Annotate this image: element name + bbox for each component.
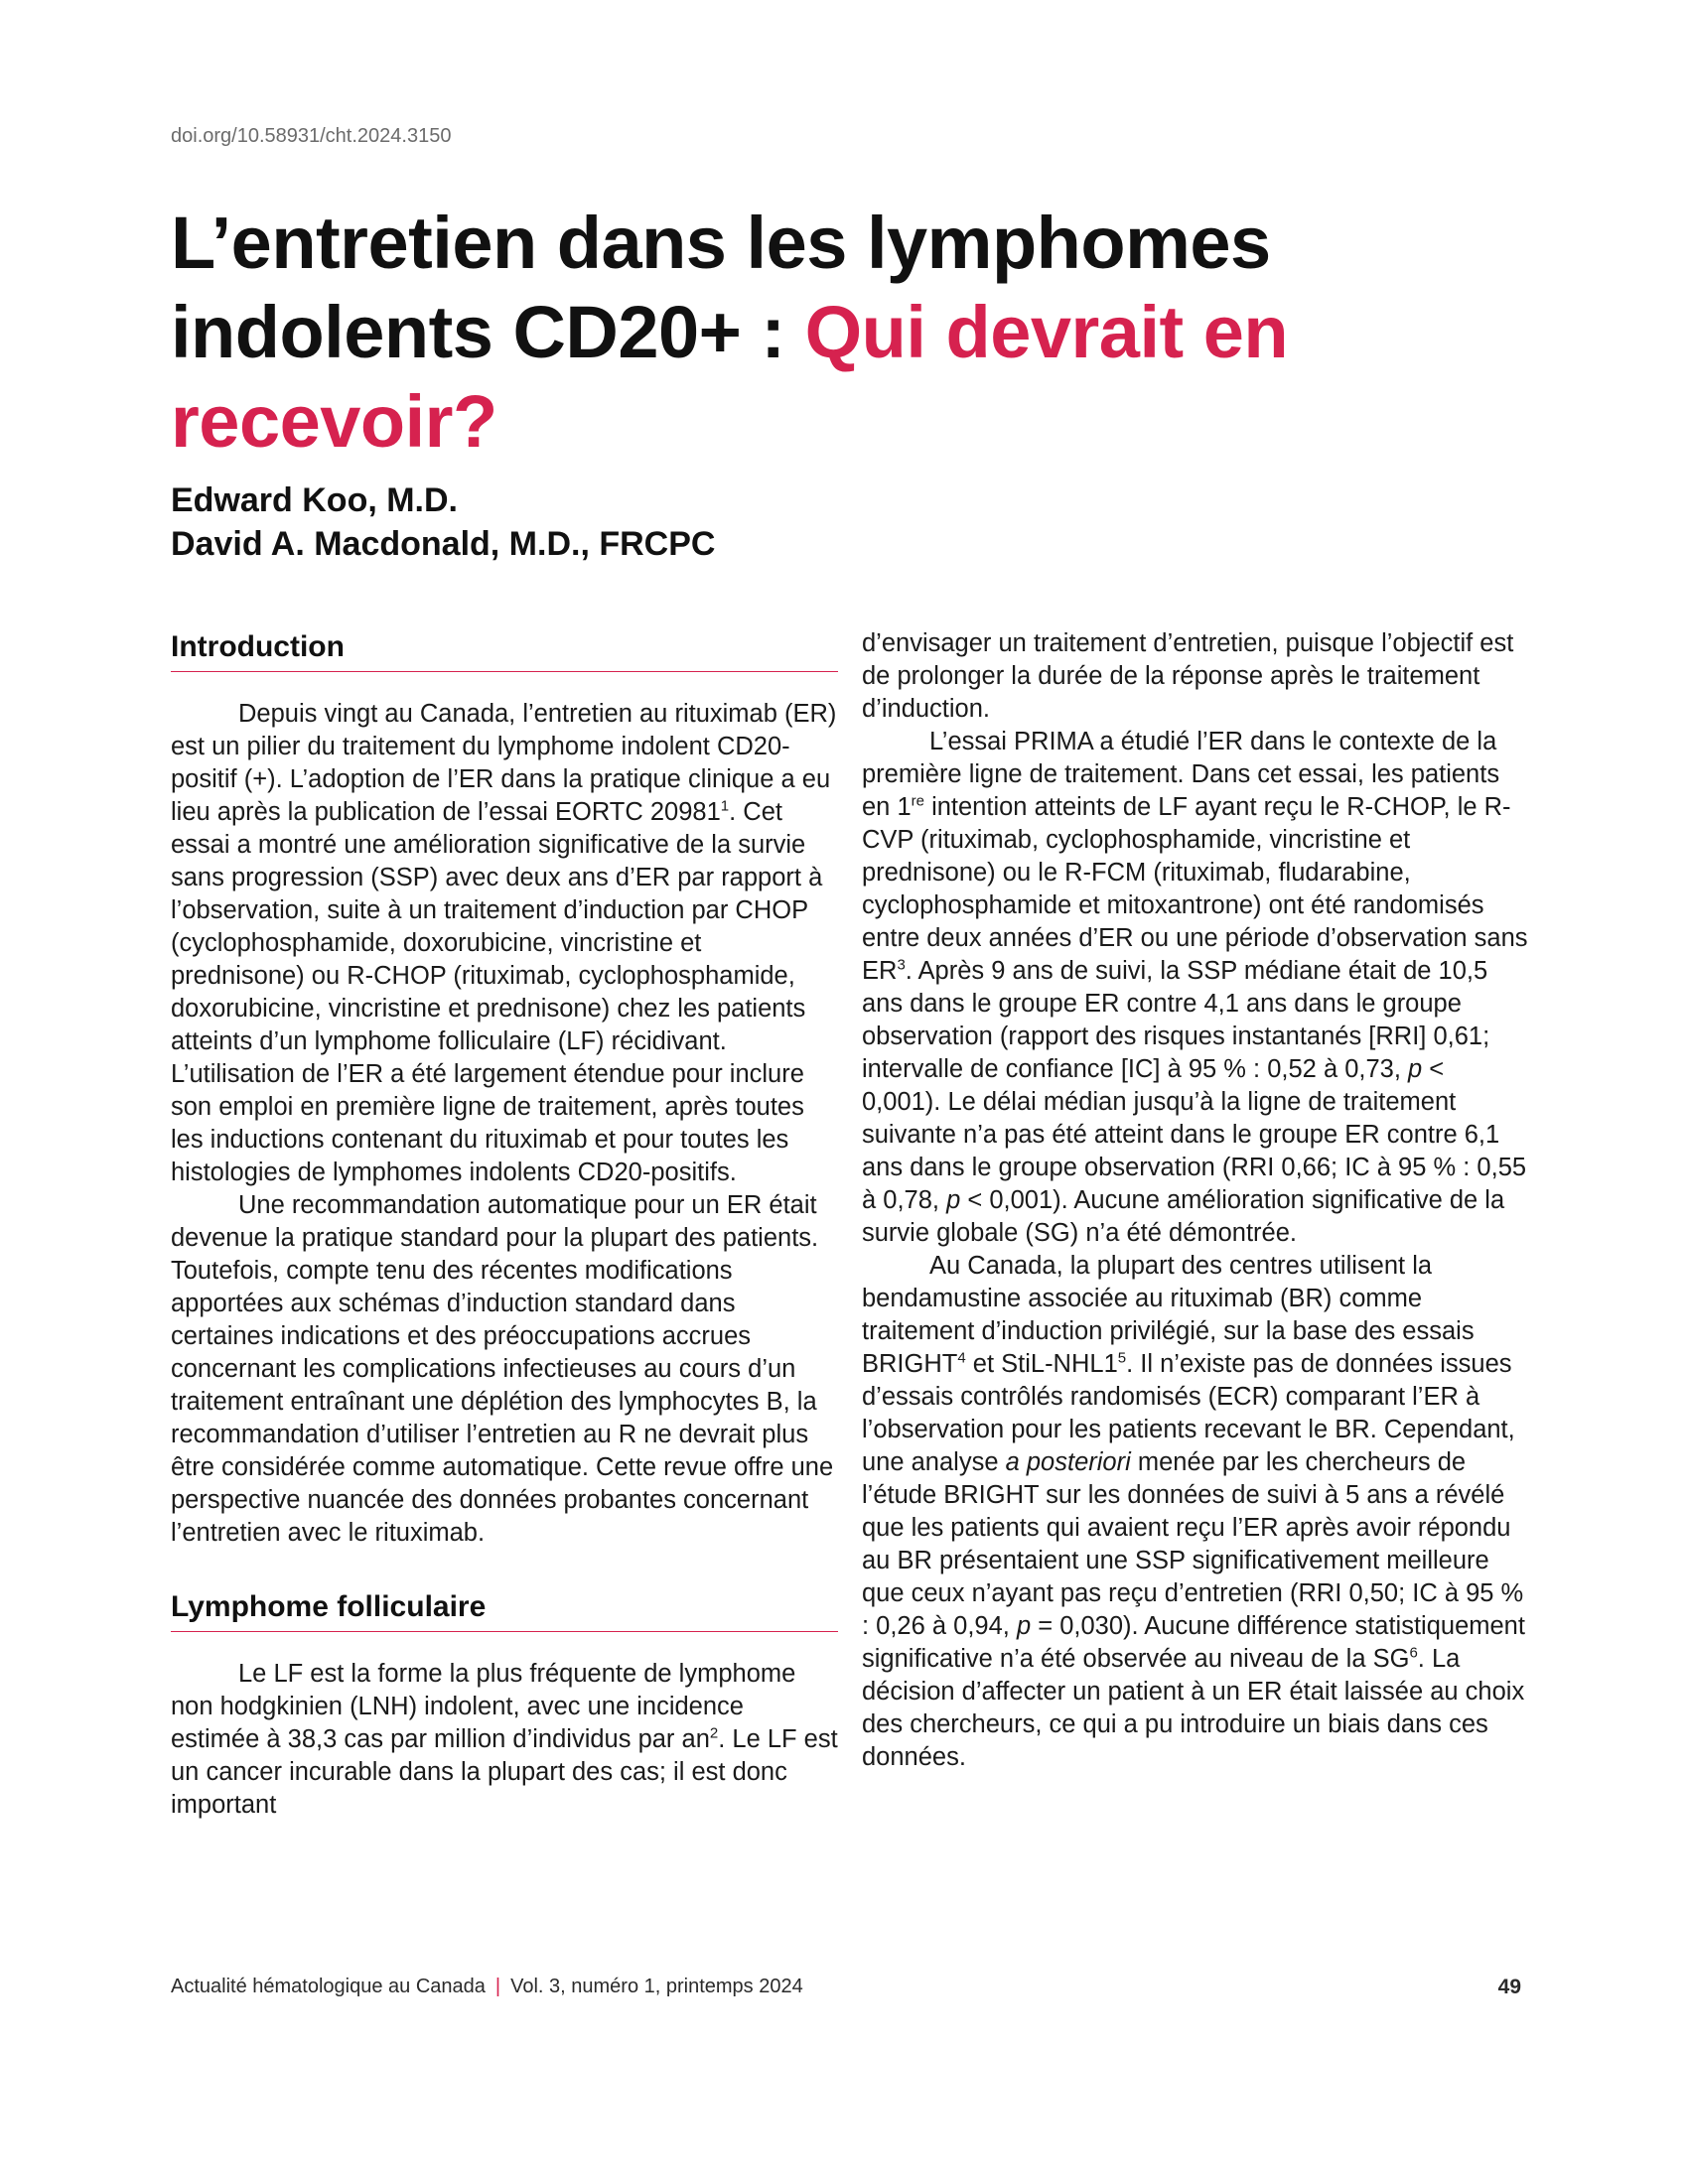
article-title <box>171 199 1481 467</box>
footer-separator: | <box>494 1976 501 1997</box>
issue-info: Vol. 3, numéro 1, printemps 2024 <box>510 1976 803 1997</box>
reference-6: 6 <box>1409 1644 1418 1662</box>
text-run: L’essai PRIMA a étudié l’ER dans le contexte de la première ligne de traitement. Dans cet essai, les patients en 1 <box>862 728 1500 821</box>
bright-paragraph <box>862 1250 1529 1774</box>
text-run: = 0,030). Aucune différence statistiquement significative n’a été observée au niveau de la SG <box>862 1612 1525 1673</box>
reference-4: 4 <box>957 1349 966 1367</box>
text-run: Au Canada, la plupart des centres utilisent la bendamustine associée au rituximab (BR) comme traitement d’induction privilégié, sur la base des essais BRIGHT <box>862 1252 1475 1378</box>
intro-paragraph-1 <box>171 698 838 1189</box>
section-heading-introduction: Introduction <box>171 627 838 672</box>
lf-paragraph-1 <box>171 1658 838 1822</box>
reference-5: 5 <box>1117 1349 1127 1367</box>
superscript-re: re <box>911 792 924 810</box>
prima-paragraph <box>862 726 1529 1250</box>
text-run: menée par les chercheurs de l’étude BRIGHT sur les données de suivi à 5 ans a révélé que les patients qui avaient reçu l’ER après avoir répondu au BR présentaient une SSP significativement meilleure que ceux n’ayant pas reçu d’entretien (RRI 0,50; IC à 95 % : 0,26 à 0,94, <box>862 1448 1524 1640</box>
text-run: . Cet essai a montré une amélioration significative de la survie sans progression (SSP) avec deux ans d’ER par rapport à l’observation, suite à un traitement d’induction par CHOP (cyclophosphamide, doxorubicine, vincristine et prednisone) ou R-CHOP (rituximab, cyclophosphamide, doxorubicine, vincristine et prednisone) chez les patients atteints d’un lymphome folliculaire (LF) récidivant. L’utilisation de l’ER a été largement étendue pour inclure son emploi en première ligne de traitement, après toutes les inductions contenant du rituximab et pour toutes les histologies de lymphomes indolents CD20-positifs. <box>171 798 823 1186</box>
text-run: . Il n’existe pas de données issues d’essais contrôlés randomisés (ECR) comparant l’ER à l’observation pour les patients recevant le BR. Cependant, une analyse <box>862 1350 1515 1476</box>
text-run: Depuis vingt au Canada, l’entretien au rituximab (ER) est un pilier du traitement du lymphome indolent CD20-positif (+). L’adoption de l’ER dans la pratique clinique a eu lieu après la publication de l’essai EORTC 20981 <box>171 700 837 826</box>
title-main: L’entretien dans les lymphomes indolents CD20+ : <box>171 202 1271 373</box>
text-run: < 0,001). Le délai médian jusqu’à la ligne de traitement suivante n’a pas été atteint dans le groupe ER contre 6,1 ans dans le groupe observation (RRI 0,66; IC à 95 % : 0,55 à 0,78, <box>862 1055 1527 1214</box>
author-2: David A. Macdonald, M.D., FRCPC <box>171 525 716 563</box>
text-run: intention atteints de LF ayant reçu le R-CHOP, le R-CVP (rituximab, cyclophosphamide, vincristine et prednisone) ou le R-FCM (rituximab, fludarabine, cyclophosphamide et mitoxantrone) ont été randomisés entre deux années d’ER ou une période d’observation sans ER <box>862 793 1528 985</box>
page-number: 49 <box>1497 1976 1521 1998</box>
page-footer <box>171 1976 1521 1998</box>
intro-paragraph-2: Une recommandation automatique pour un ER était devenue la pratique standard pour la plupart des patients. Toutefois, compte tenu des récentes modifications apportées aux schémas d’induction standard dans certaines indications et des préoccupations accrues concernant les complications infectieuses au cours d’un traitement entraînant une déplétion des lymphocytes B, la recommandation d’utiliser l’entretien au R ne devrait plus être considérée comme automatique. Cette revue offre une perspective nuancée des données probantes concernant l’entretien avec le rituximab. <box>171 1191 834 1547</box>
left-column <box>171 627 838 1822</box>
p-value-symbol: p <box>946 1186 961 1214</box>
doi-link[interactable]: doi.org/10.58931/cht.2024.3150 <box>171 125 452 147</box>
text-run: . Après 9 ans de suivi, la SSP médiane était de 10,5 ans dans le groupe ER contre 4,1 ans dans le groupe observation (rapport des risques instantanés [RRI] 0,61; intervalle de confiance [IC] à 95 % : 0,52 à 0,73, <box>862 957 1490 1083</box>
reference-3: 3 <box>897 956 906 974</box>
journal-name: Actualité hématologique au Canada <box>171 1976 486 1997</box>
text-run: . Le LF est un cancer incurable dans la plupart des cas; il est donc important <box>171 1725 838 1819</box>
text-run: et StiL-NHL1 <box>965 1350 1118 1378</box>
author-1: Edward Koo, M.D. <box>171 481 458 519</box>
p-value-symbol: p <box>1016 1612 1032 1640</box>
reference-2: 2 <box>709 1724 719 1742</box>
text-run: . La décision d’affecter un patient à un ER était laissée au choix des chercheurs, ce qui a pu introduire un biais dans ces données. <box>862 1645 1525 1771</box>
text-run: Le LF est la forme la plus fréquente de lymphome non hodgkinien (LNH) indolent, avec une incidence estimée à 38,3 cas par million d’individus par an <box>171 1660 796 1753</box>
author-list <box>171 478 715 566</box>
title-accent: Qui devrait en recevoir? <box>171 291 1289 463</box>
lf-paragraph-1-continued: d’envisager un traitement d’entretien, puisque l’objectif est de prolonger la durée de la réponse après le traitement d’induction. <box>862 629 1514 723</box>
right-column <box>862 627 1529 1774</box>
text-run: < 0,001). Aucune amélioration significative de la survie globale (SG) n’a été démontrée. <box>862 1186 1505 1247</box>
section-heading-lymphome-folliculaire: Lymphome folliculaire <box>171 1587 838 1632</box>
reference-1: 1 <box>720 797 730 815</box>
p-value-symbol: p <box>1408 1055 1423 1083</box>
italic-term: a posteriori <box>1005 1448 1131 1476</box>
